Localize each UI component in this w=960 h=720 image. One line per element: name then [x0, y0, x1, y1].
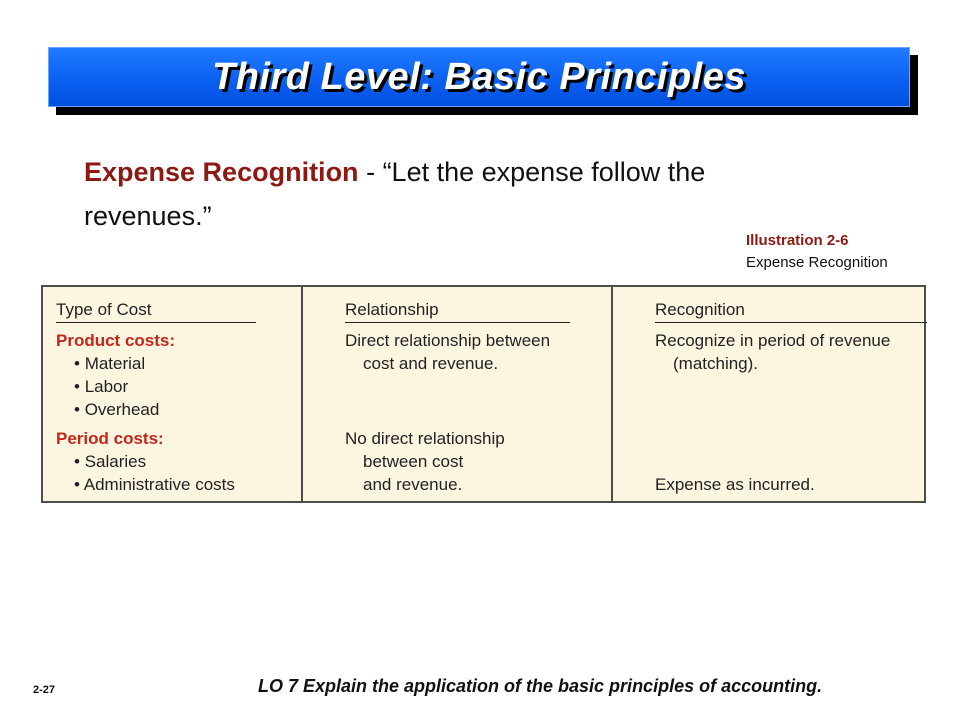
text-line: (matching).: [673, 354, 759, 373]
page-number: 2-27: [33, 684, 56, 696]
header-recognition: Recognition: [655, 300, 927, 323]
learning-objective: LO 7 Explain the application of the basic principles of accounting.: [258, 676, 823, 696]
product-recognition-cell: [655, 329, 890, 375]
slide-title: Third Level: Basic Principles: [211, 55, 746, 98]
text-line: between cost: [363, 452, 464, 471]
title-banner: [48, 47, 910, 107]
period-relationship-cell: [345, 427, 505, 496]
product-relationship-cell: [345, 329, 550, 375]
term-separator: -: [358, 157, 383, 187]
product-costs-cell: [56, 329, 175, 421]
principle-term: Expense Recognition: [84, 157, 359, 187]
recognition-column: [611, 287, 924, 501]
product-costs-label: Product costs:: [56, 331, 176, 350]
period-recognition-cell: [655, 473, 815, 496]
text-line: and revenue.: [363, 475, 463, 494]
expense-recognition-table: [41, 285, 926, 503]
type-of-cost-column: [43, 287, 301, 501]
text-line: Recognize in period of revenue: [655, 331, 891, 350]
header-type-of-cost: Type of Cost: [56, 300, 256, 323]
list-item: • Material: [74, 354, 146, 373]
quote-line-1: “Let the expense follow the: [382, 157, 706, 187]
text-line: Expense as incurred.: [655, 475, 815, 494]
expense-recognition-statement: [84, 150, 844, 238]
relationship-column: [301, 287, 613, 501]
text-line: Direct relationship between: [345, 331, 551, 350]
illustration-number: Illustration 2-6: [746, 232, 849, 249]
list-item: • Overhead: [74, 400, 160, 419]
text-line: cost and revenue.: [363, 354, 499, 373]
list-item: • Administrative costs: [74, 475, 235, 494]
illustration-name: Expense Recognition: [746, 254, 888, 271]
period-costs-label: Period costs:: [56, 429, 164, 448]
illustration-caption: [746, 230, 888, 274]
header-relationship: Relationship: [345, 300, 570, 323]
list-item: • Salaries: [74, 452, 147, 471]
period-costs-cell: [56, 427, 235, 496]
text-line: No direct relationship: [345, 429, 505, 448]
quote-line-2: revenues.”: [84, 201, 212, 231]
list-item: • Labor: [74, 377, 129, 396]
